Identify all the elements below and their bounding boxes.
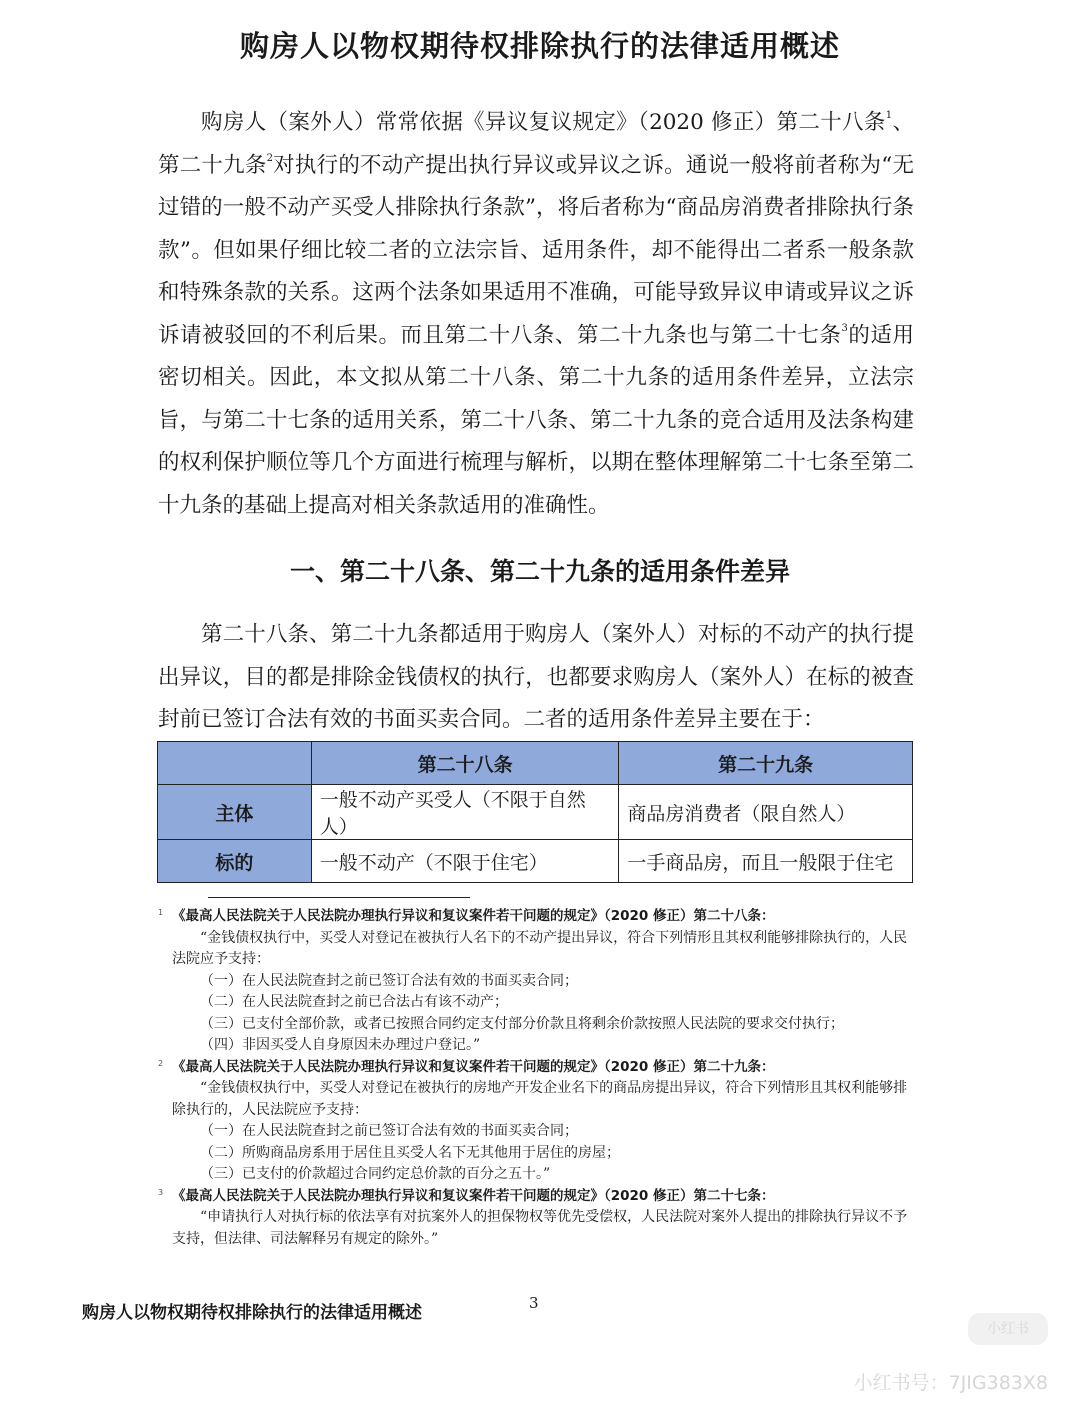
footnote-line: （四）非因买受人自身原因未办理过户登记。” <box>200 1037 481 1053</box>
intro-text-3: 对执行的不动产提出执行异议或异议之诉。通说一般将前者称为“无过错的一般不动产买受人排除执行条款”，将后者称为“商品房消费者排除执行条款”。但如果仔细比较二者的立法宗旨、适用条件，却不能得出二者系一般条款和特殊条款的关系。这两个法条如果适用不准确，可能导致异议申请或异议之诉诉请被驳回的不利后果。而且第二十八条、第二十九条也与第二十七条 <box>158 152 914 348</box>
row-label-object: 标的 <box>158 840 312 883</box>
table-header-row <box>158 742 913 785</box>
footnote-line: （二）在人民法院查封之前已合法占有该不动产； <box>200 994 508 1010</box>
footnote-line: （三）已支付全部价款，或者已按照合同约定支付部分价款且将剩余价款按照人民法院的要求交付执行； <box>200 1015 844 1032</box>
table-header-blank <box>158 742 312 785</box>
section-paragraph: 第二十八条、第二十九条都适用于购房人（案外人）对标的不动产的执行提出异议，目的都是排除金钱债权的执行，也都要求购房人（案外人）在标的被查封前已签订合法有效的书面买卖合同。二者的适用条件差异主要在于： <box>158 622 914 732</box>
row-label-subject: 主体 <box>158 785 312 840</box>
intro-text-1: 购房人（案外人）常常依据《异议复议规定》（2020 修正）第二十八条 <box>201 110 886 135</box>
footnotes <box>158 906 914 1250</box>
footnote-2-head <box>158 1057 914 1079</box>
comparison-table <box>157 741 913 883</box>
footnote-ref-1[interactable]: 1 <box>885 110 893 121</box>
table-row <box>158 840 913 883</box>
footnote-line: （二）所购商品房系用于居住且买受人名下无其他用于居住的房屋； <box>200 1144 620 1161</box>
footnote-line: （一）在人民法院查封之前已签订合法有效的书面买卖合同； <box>200 1123 578 1139</box>
footnote-2-title: 《最高人民法院关于人民法院办理执行异议和复议案件若干问题的规定》（2020 修正）第二十九条： <box>172 1058 775 1075</box>
table-header-article-29: 第二十九条 <box>619 742 913 785</box>
footnote-line: （三）已支付的价款超过合同约定总价款的百分之五十。” <box>200 1166 551 1182</box>
section-heading: 一、第二十八条、第二十九条的适用条件差异 <box>289 557 790 586</box>
footnote-1-title: 《最高人民法院关于人民法院办理执行异议和复议案件若干问题的规定》（2020 修正）第二十八条： <box>172 908 775 924</box>
footnote-line: “金钱债权执行中，买受人对登记在被执行的房地产开发企业名下的商品房提出异议，符合下列情形且其权利能够排除执行的，人民法院应予支持： <box>172 1080 908 1118</box>
footnote-divider <box>208 897 470 898</box>
footnote-3-title: 《最高人民法院关于人民法院办理执行异议和复议案件若干问题的规定》（2020 修正）第二十七条： <box>172 1187 775 1204</box>
table-header-article-28: 第二十八条 <box>311 742 619 785</box>
footnote-3-number: 3 <box>158 1187 164 1197</box>
footnote-line: （一）在人民法院查封之前已签订合法有效的书面买卖合同； <box>200 972 578 989</box>
watermark-badge: 小红书 <box>968 1313 1048 1345</box>
footer-title: 购房人以物权期待权排除执行的法律适用概述 <box>82 1303 422 1323</box>
watermark-id: 小红书号：7JIG383X8 <box>853 1372 1048 1394</box>
document-title: 购房人以物权期待权排除执行的法律适用概述 <box>239 29 840 63</box>
footnote-ref-2[interactable]: 2 <box>266 152 273 164</box>
footnote-1-number: 1 <box>158 908 164 917</box>
footnote-2-number: 2 <box>158 1058 164 1068</box>
intro-text-2: 、第二十九条 <box>158 110 914 178</box>
table-row <box>158 785 913 840</box>
table-cell: 一般不动产（不限于住宅） <box>311 840 619 883</box>
footnote-ref-3[interactable]: 3 <box>841 322 848 334</box>
intro-text-4: 的适用密切相关。因此，本文拟从第二十八条、第二十九条的适用条件差异，立法宗旨，与第二十七条的适用关系，第二十八条、第二十九条的竞合适用及法条构建的权利保护顺位等几个方面进行梳理与解析，以期在整体理解第二十七条至第二十九条的基础上提高对相关条款适用的准确性。 <box>158 322 914 518</box>
table-cell: 一手商品房，而且一般限于住宅 <box>619 840 913 883</box>
intro-paragraph <box>158 102 914 527</box>
table-cell: 商品房消费者（限自然人） <box>619 785 913 840</box>
footnote-3-head <box>158 1186 914 1208</box>
footnote-line: “申请执行人对执行标的依法享有对抗案外人的担保物权等优先受偿权，人民法院对案外人提出的排除执行异议不予支持，但法律、司法解释另有规定的除外。” <box>172 1209 908 1247</box>
footnote-line: “金钱债权执行中，买受人对登记在被执行人名下的不动产提出异议，符合下列情形且其权利能够排除执行的，人民法院应予支持： <box>172 929 908 967</box>
page-number: 3 <box>529 1294 539 1312</box>
table-cell: 一般不动产买受人（不限于自然人） <box>311 785 619 840</box>
footnote-1-head <box>158 906 914 928</box>
